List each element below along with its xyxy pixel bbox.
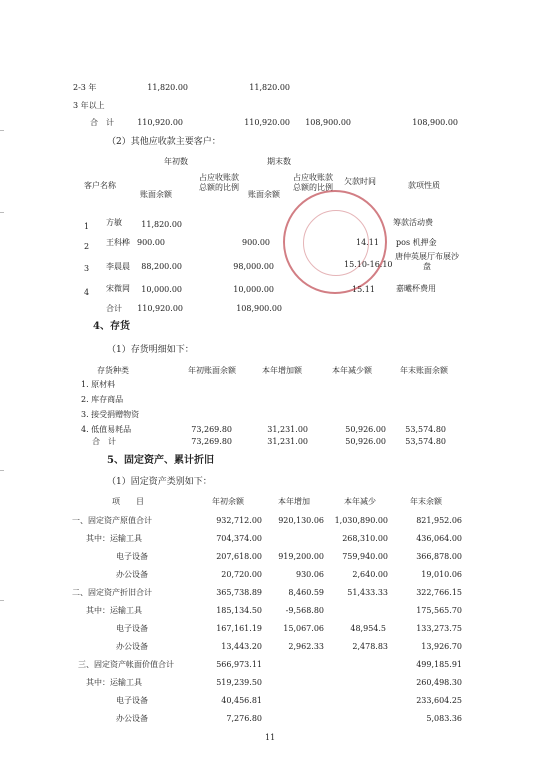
fa-value: 260,498.30 (416, 678, 462, 687)
fa-value: 233,604.25 (416, 696, 462, 705)
fa-value: 365,738.89 (216, 588, 262, 597)
ar-age-value: 108,900.00 (305, 118, 351, 127)
fa-row-label: 电子设备 (116, 696, 148, 705)
table-row-no: 3 (84, 264, 90, 273)
inventory-row-label: 3. 接受捐赠物资 (81, 410, 140, 419)
fa-value: 268,310.00 (342, 534, 388, 543)
inventory-col-type: 存货种类 (97, 366, 129, 375)
fa-value: 759,940.00 (342, 552, 388, 561)
inventory-value: 50,926.00 (345, 425, 386, 434)
inventory-value: 73,269.80 (191, 437, 232, 446)
fa-col-increase: 本年增加 (278, 497, 310, 506)
fixed-assets-subheading: （1）固定资产类别如下： (107, 477, 212, 487)
fa-value: 920,130.06 (278, 516, 324, 525)
inventory-total-label: 合 计 (92, 437, 116, 446)
fa-value: 2,640.00 (352, 570, 388, 579)
section-heading-inventory: 4、存货 (93, 321, 130, 332)
nature: pos 机押金 (396, 238, 437, 247)
col-ratio-begin: 占应收账款总额的比例 (199, 173, 239, 192)
inventory-subheading: （1）存货明细如下： (107, 345, 194, 355)
fa-row-label: 电子设备 (116, 552, 148, 561)
fa-value: 8,460.59 (288, 588, 324, 597)
fa-col-begin: 年初余额 (212, 497, 244, 506)
total-begin: 110,920.00 (137, 304, 183, 313)
fa-value: 704,374.00 (216, 534, 262, 543)
ar-age-value: 110,920.00 (137, 118, 183, 127)
table-row-no: 4 (84, 288, 90, 297)
col-book-end: 账面余额 (248, 190, 280, 199)
col-ratio-end: 占应收账款总额的比例 (293, 173, 333, 192)
debt-time: 14.11 (356, 238, 379, 247)
fa-value: 436,064.00 (416, 534, 462, 543)
fa-value: 185,134.50 (216, 606, 262, 615)
period-end-label: 期末数 (267, 157, 291, 166)
ar-age-value: 11,820.00 (147, 83, 188, 92)
company-seal (283, 190, 387, 294)
customer-name: 王科桦 (106, 238, 130, 247)
inventory-row-label: 4. 低值易耗品 (81, 425, 132, 434)
fa-value: 13,926.70 (421, 642, 462, 651)
fa-value: -9,568.80 (285, 606, 324, 615)
col-time: 欠款时间 (344, 177, 376, 186)
inventory-row-label: 2. 库存商品 (81, 395, 124, 404)
begin-balance: 88,200.00 (141, 262, 182, 271)
begin-balance: 11,820.00 (141, 220, 182, 229)
inventory-value: 53,574.80 (405, 425, 446, 434)
end-balance: 98,000.00 (233, 262, 274, 271)
inventory-col-decrease: 本年减少额 (332, 366, 372, 375)
fa-value: 499,185.91 (416, 660, 462, 669)
page-number: 11 (265, 733, 276, 742)
fa-row-label: 一、固定资产原值合计 (72, 516, 152, 525)
fa-value: 15,067.06 (283, 624, 324, 633)
fa-value: 519,239.50 (216, 678, 262, 687)
table-row-no: 1 (84, 222, 90, 231)
fa-value: 7,276.80 (226, 714, 262, 723)
binding-mark (0, 212, 4, 213)
fa-value: 48,954.5 (350, 624, 386, 633)
inventory-row-label: 1. 原材料 (81, 380, 116, 389)
col-customer: 客户名称 (84, 181, 116, 190)
begin-balance: 10,000.00 (141, 285, 182, 294)
fa-row-label: 三、固定资产帐面价值合计 (78, 660, 174, 669)
fa-value: 167,161.19 (216, 624, 262, 633)
ar-age-total-label: 合 计 (90, 118, 114, 127)
inventory-value: 31,231.00 (267, 425, 308, 434)
ar-age-value: 108,900.00 (412, 118, 458, 127)
fa-row-label: 其中：运输工具 (86, 678, 142, 687)
debt-time: 15.11 (352, 285, 375, 294)
fa-value: 322,766.15 (416, 588, 462, 597)
fa-value: 2,478.83 (352, 642, 388, 651)
nature: 筹款活动费 (393, 218, 433, 227)
nature: 嘉曦杯费用 (396, 284, 436, 293)
fa-value: 20,720.00 (221, 570, 262, 579)
fa-value: 2,962.33 (288, 642, 324, 651)
fa-value: 930.06 (296, 570, 324, 579)
fa-row-label: 二、固定资产折旧合计 (72, 588, 152, 597)
fa-value: 366,878.00 (416, 552, 462, 561)
fa-value: 175,565.70 (416, 606, 462, 615)
fa-col-item: 项 目 (112, 497, 144, 506)
binding-mark (0, 130, 4, 131)
customer-name: 宋微岡 (106, 284, 130, 293)
fa-value: 19,010.06 (421, 570, 462, 579)
fa-row-label: 办公设备 (116, 642, 148, 651)
debt-time: 15.10-16.10 (344, 260, 393, 269)
fa-value: 566,973.11 (216, 660, 262, 669)
begin-balance: 900.00 (137, 238, 165, 247)
end-balance: 10,000.00 (233, 285, 274, 294)
fa-row-label: 办公设备 (116, 714, 148, 723)
fa-value: 5,083.36 (426, 714, 462, 723)
section-heading-fixed-assets: 5、固定资产、累计折旧 (107, 455, 214, 466)
fa-col-end: 年末余额 (410, 497, 442, 506)
fa-value: 207,618.00 (216, 552, 262, 561)
fa-value: 13,443.20 (221, 642, 262, 651)
total-label: 合计 (106, 304, 122, 313)
table-row-no: 2 (84, 242, 90, 251)
binding-mark (0, 600, 4, 601)
col-nature: 款项性质 (408, 181, 440, 190)
ar-age-value: 110,920.00 (244, 118, 290, 127)
binding-mark (0, 470, 4, 471)
fa-value: 40,456.81 (221, 696, 262, 705)
nature: 唐仲英展厅布展沙盘 (395, 252, 459, 271)
fa-col-decrease: 本年减少 (344, 497, 376, 506)
fa-row-label: 办公设备 (116, 570, 148, 579)
customer-name: 方敏 (106, 218, 122, 227)
inventory-col-begin: 年初账面余额 (188, 366, 236, 375)
period-begin-label: 年初数 (164, 157, 188, 166)
fa-value: 133,273.75 (416, 624, 462, 633)
inventory-value: 53,574.80 (405, 437, 446, 446)
inventory-col-end: 年末账面余额 (400, 366, 448, 375)
section-heading-other-ar: （2）其他应收款主要客户： (107, 137, 221, 147)
fa-value: 51,433.33 (347, 588, 388, 597)
fa-row-label: 其中：运输工具 (86, 606, 142, 615)
col-book-begin: 账面余额 (140, 190, 172, 199)
fa-value: 1,030,890.00 (334, 516, 388, 525)
total-end: 108,900.00 (236, 304, 282, 313)
inventory-col-increase: 本年增加额 (262, 366, 302, 375)
customer-name: 李晨晨 (106, 262, 130, 271)
fa-value: 821,952.06 (416, 516, 462, 525)
fa-row-label: 其中：运输工具 (86, 534, 142, 543)
fa-value: 932,712.00 (216, 516, 262, 525)
fa-row-label: 电子设备 (116, 624, 148, 633)
inventory-value: 50,926.00 (345, 437, 386, 446)
ar-age-value: 11,820.00 (249, 83, 290, 92)
ar-age-label: 3 年以上 (73, 101, 105, 110)
end-balance: 900.00 (242, 238, 270, 247)
inventory-value: 73,269.80 (191, 425, 232, 434)
fa-value: 919,200.00 (278, 552, 324, 561)
inventory-value: 31,231.00 (267, 437, 308, 446)
ar-age-label: 2-3 年 (73, 83, 97, 92)
